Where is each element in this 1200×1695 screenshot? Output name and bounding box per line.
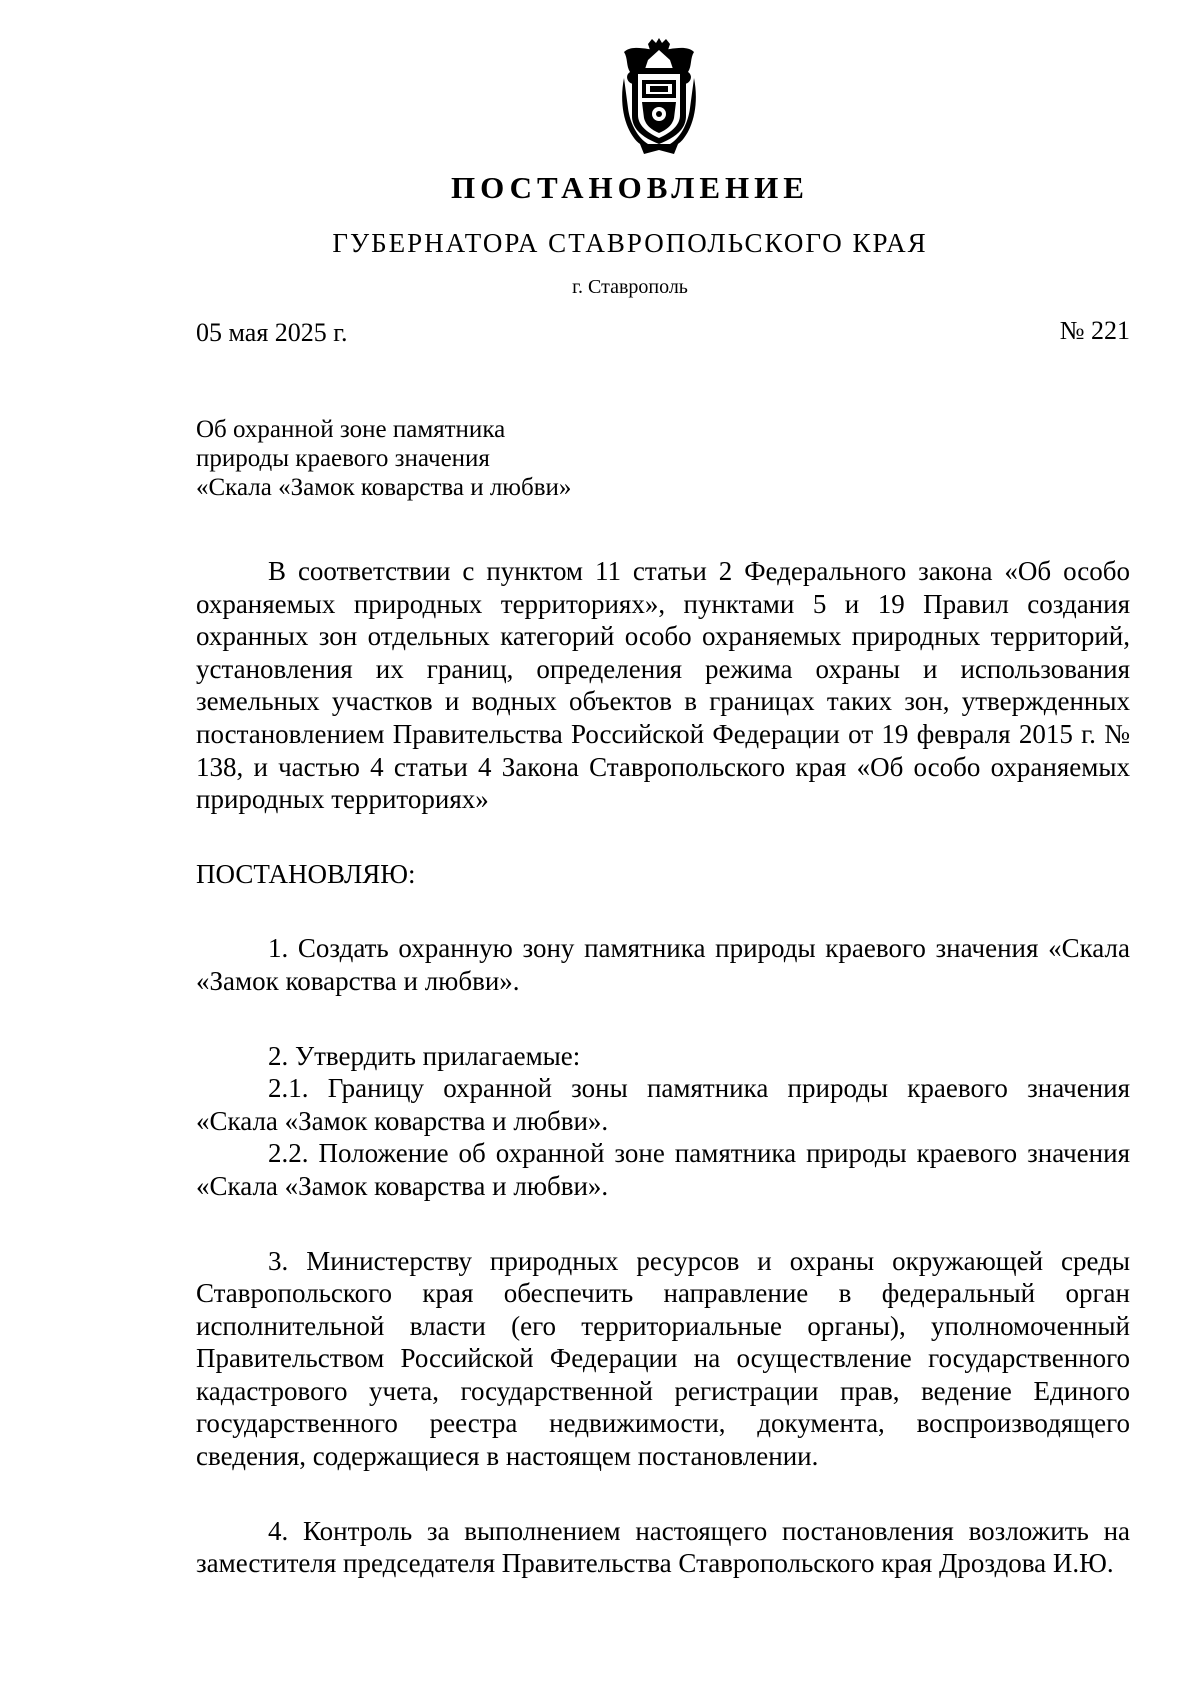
document-body (196, 555, 1130, 1580)
title-line: Об охранной зоне памятника (196, 416, 506, 443)
document-type-heading: ПОСТАНОВЛЕНИЕ (451, 170, 809, 205)
issuer-heading: ГУБЕРНАТОРА СТАВРОПОЛЬСКОГО КРАЯ (332, 228, 928, 258)
item-4-paragraph: 4. Контроль за выполнением настоящего постановления возложить на заместителя председателя Правительства Ставропольского края Дроздова И.Ю. (196, 1515, 1130, 1579)
city-label: г. Ставрополь (572, 276, 688, 298)
item-2-2-paragraph: 2.2. Положение об охранной зоне памятника природы краевого значения «Скала «Замок коварства и любви». (196, 1138, 1130, 1201)
resolve-heading: ПОСТАНОВЛЯЮ: (196, 858, 416, 889)
item-2-1-paragraph: 2.1. Границу охранной зоны памятника природы краевого значения «Скала «Замок коварства и любви». (196, 1073, 1130, 1136)
item-1-paragraph: 1. Создать охранную зону памятника природы краевого значения «Скала «Замок коварства и любви». (196, 933, 1130, 996)
preamble-paragraph: В соответствии с пунктом 11 статьи 2 Федерального закона «Об особо охраняемых природных территориях», пунктами 5 и 19 Правил создания охранных зон отдельных категорий особо охраняемых природных территорий, установления их границ, определения режима охраны и использования земельных участков и водных объектов в границах таких зон, утвержденных постановлением Правительства Российской Федерации от 19 февраля 2015 г. № 138, и частью 4 статьи 4 Закона Ставропольского края «Об особо охраняемых природных территориях» (196, 556, 1130, 815)
document-number: № 221 (1059, 316, 1130, 345)
coat-of-arms-icon (618, 38, 700, 156)
document-date: 05 мая 2025 г. (196, 318, 348, 347)
item-3-paragraph: 3. Министерству природных ресурсов и охраны окружающей среды Ставропольского края обеспечить направление в федеральный орган исполнительной власти (его территориальные органы), уполномоченный Правительством Российской Федерации на осуществление государственного кадастрового учета, государственной регистрации прав, ведение Единого государственного реестра недвижимости, документа, воспроизводящего сведения, содержащиеся в настоящем постановлении. (196, 1245, 1130, 1472)
title-line: «Скала «Замок коварства и любви» (196, 474, 572, 501)
item-2-paragraph: 2. Утвердить прилагаемые: (268, 1040, 581, 1071)
document-title (196, 415, 796, 502)
title-line: природы краевого значения (196, 445, 490, 472)
